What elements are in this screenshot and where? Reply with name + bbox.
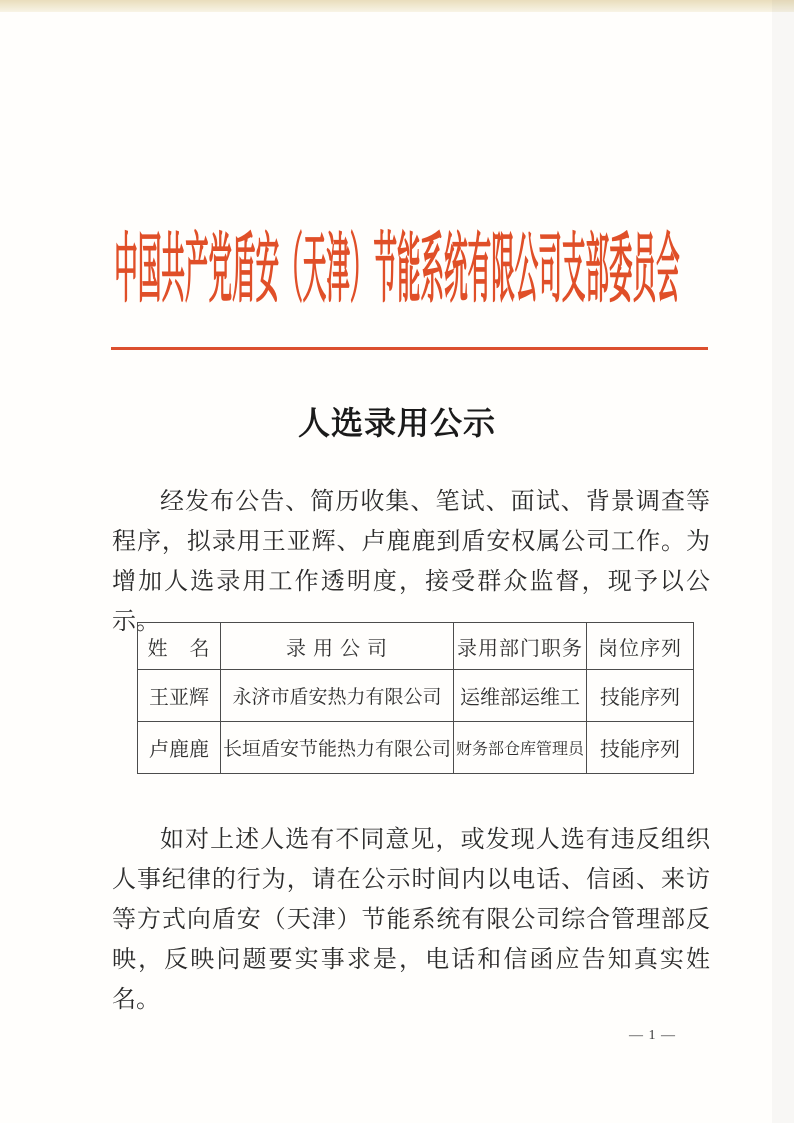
cell-series: 技能序列 [587,722,694,774]
table-header-row [138,623,694,670]
cell-company: 永济市盾安热力有限公司 [221,670,454,722]
page-number: — 1 — [629,1028,676,1043]
intro-paragraph: 经发布公告、简历收集、笔试、面试、背景调查等程序，拟录用王亚辉、卢鹿鹿到盾安权属公司工作。为增加人选录用工作透明度，接受群众监督，现予以公示。 [112,489,710,635]
cell-name: 王亚辉 [138,670,221,722]
document-title: 人选录用公示 [297,405,496,441]
header-cell-series: 岗位序列 [587,623,694,670]
letterhead-title: 中国共产党盾安（天津）节能系统有限公司支部委员会 [114,228,680,312]
header-cell-name: 姓 名 [138,623,221,670]
cell-name: 卢鹿鹿 [138,722,221,774]
scan-edge-artifact-top [0,0,794,12]
cell-position: 财务部仓库管理员 [454,722,587,774]
recruitment-table [137,622,694,774]
table-row [138,670,694,722]
cell-series: 技能序列 [587,670,694,722]
header-cell-position: 录用部门职务 [454,623,587,670]
cell-position: 运维部运维工 [454,670,587,722]
closing-paragraph: 如对上述人选有不同意见，或发现人选有违反组织人事纪律的行为，请在公示时间内以电话、信函、来访等方式向盾安（天津）节能系统有限公司综合管理部反映，反映问题要实事求是，电话和信函应告知真实姓名。 [112,827,710,1013]
letterhead-divider-line [111,347,708,350]
scan-edge-artifact-right [772,0,794,1123]
table-row [138,722,694,774]
cell-company: 长垣盾安节能热力有限公司 [221,722,454,774]
header-cell-company: 录 用 公 司 [221,623,454,670]
letterhead-banner [0,228,794,318]
